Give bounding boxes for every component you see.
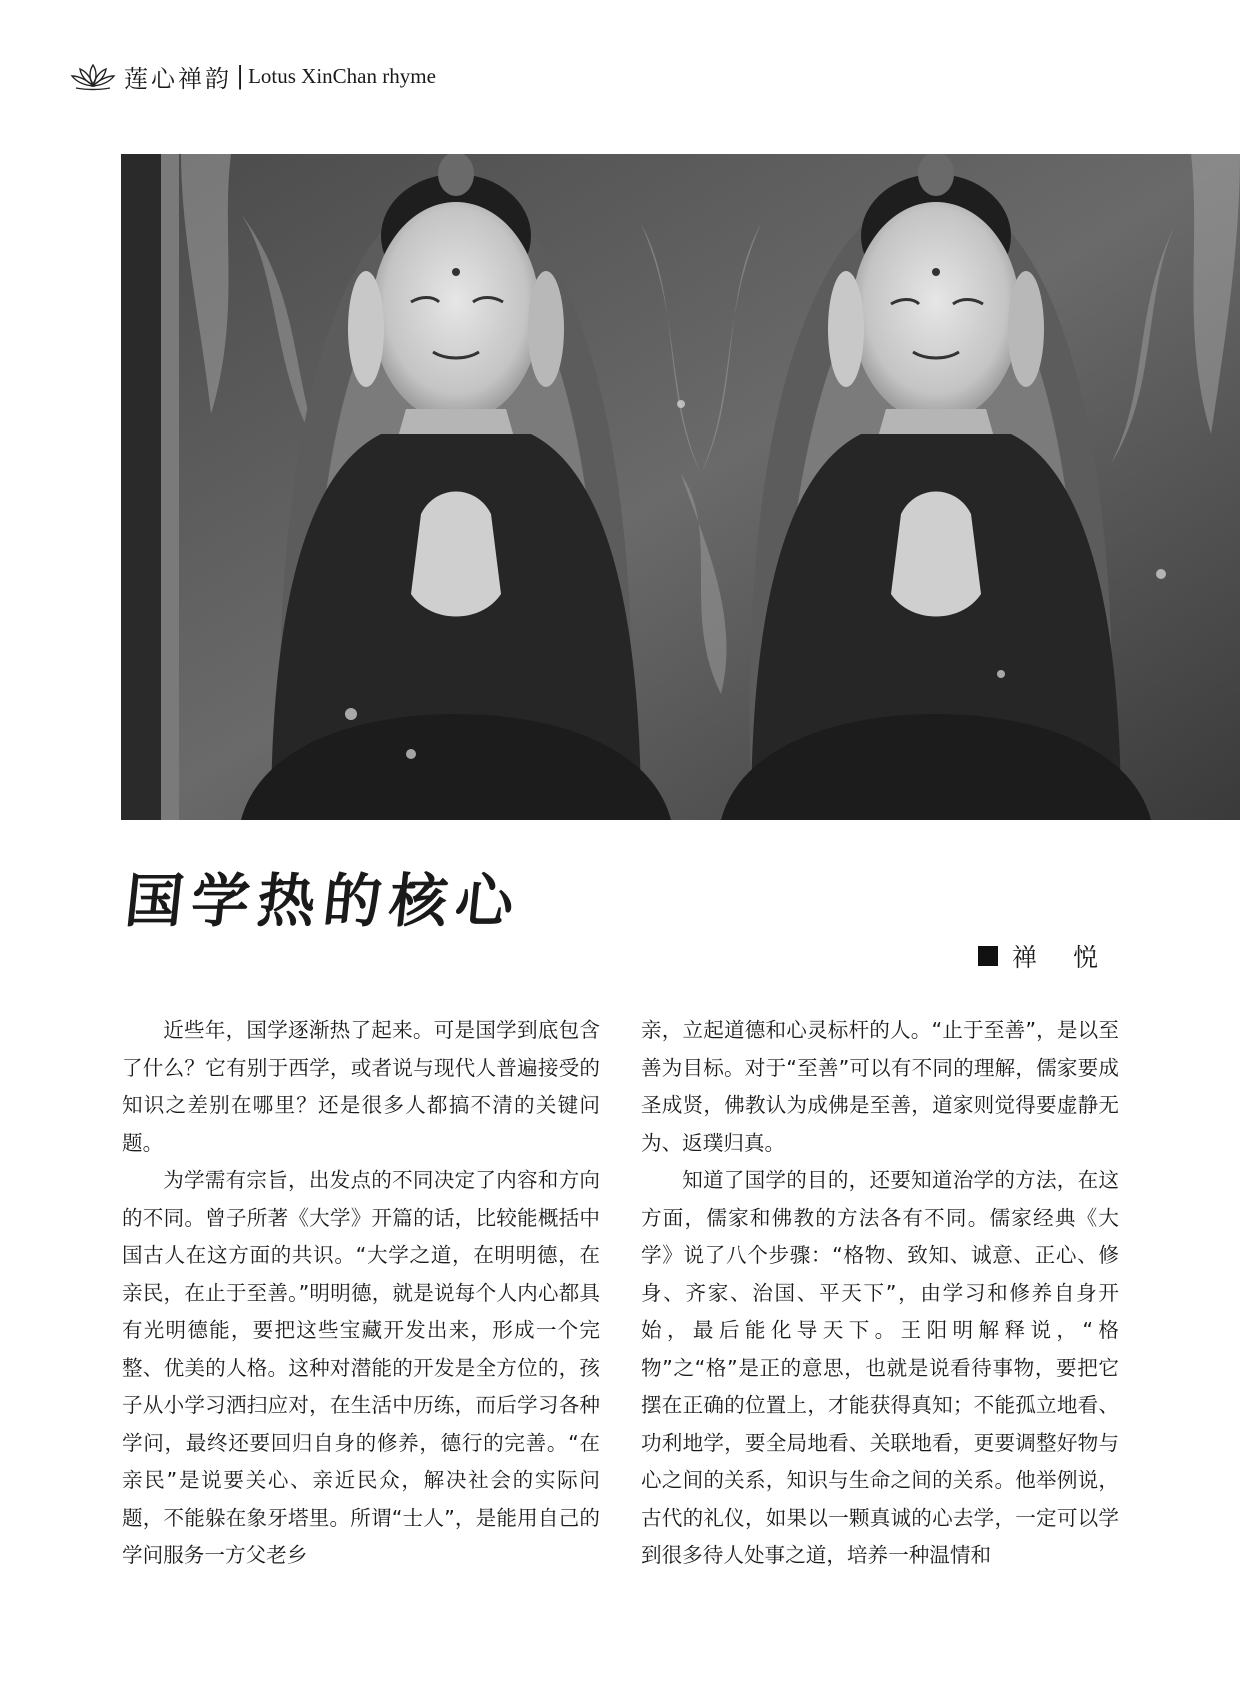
author-byline <box>978 938 1112 974</box>
author-name: 禅 悦 <box>1012 943 1112 972</box>
buddha-mural-photo <box>121 154 1240 820</box>
paragraph: 亲，立起道德和心灵标杆的人。“止于至善”，是以至善为目标。对于“至善”可以有不同的理解，儒家要成圣成贤，佛教认为成佛是至善，道家则觉得要虚静无为、返璞归真。 <box>641 1018 1119 1155</box>
square-bullet-icon <box>978 946 998 966</box>
paragraph: 为学需有宗旨，出发点的不同决定了内容和方向的不同。曾子所著《大学》开篇的话，比较能概括中国古人在这方面的共识。“大学之道，在明明德，在亲民，在止于至善。”明明德，就是说每个人内心都具有光明德能，要把这些宝藏开发出来，形成一个完整、优美的人格。这种对潜能的开发是全方位的，孩子从小学习洒扫应对，在生活中历练，而后学习各种学问，最终还要回归自身的修养，德行的完善。“在亲民”是说要关心、亲近民众，解决社会的实际问题，不能躲在象牙塔里。所谓“士人”，是能用自己的学问服务一方父老乡 <box>122 1168 600 1567</box>
paragraph: 近些年，国学逐渐热了起来。可是国学到底包含了什么？它有别于西学，或者说与现代人普遍接受的知识之差别在哪里？还是很多人都搞不清的关键问题。 <box>122 1018 600 1155</box>
article-title: 国学热的核心 <box>121 867 526 935</box>
header-separator: | <box>236 62 245 90</box>
article-column-left <box>122 1012 600 1575</box>
page-header <box>70 56 436 96</box>
column-name-cn: 莲心禅韵 <box>124 64 232 93</box>
article-column-right <box>641 1012 1119 1575</box>
lotus-icon <box>70 61 116 91</box>
column-name-en: Lotus XinChan rhyme <box>248 63 436 88</box>
paragraph: 知道了国学的目的，还要知道治学的方法，在这方面，儒家和佛教的方法各有不同。儒家经典《大学》说了八个步骤：“格物、致知、诚意、正心、修身、齐家、治国、平天下”，由学习和修养自身开始，最后能化导天下。王阳明解释说，“格物”之“格”是正的意思，也就是说看待事物，要把它摆在正确的位置上，才能获得真知；不能孤立地看、功利地学，要全局地看、关联地看，更要调整好物与心之间的关系，知识与生命之间的关系。他举例说，古代的礼仪，如果以一颗真诚的心去学，一定可以学到很多待人处事之道，培养一种温情和 <box>641 1168 1119 1567</box>
